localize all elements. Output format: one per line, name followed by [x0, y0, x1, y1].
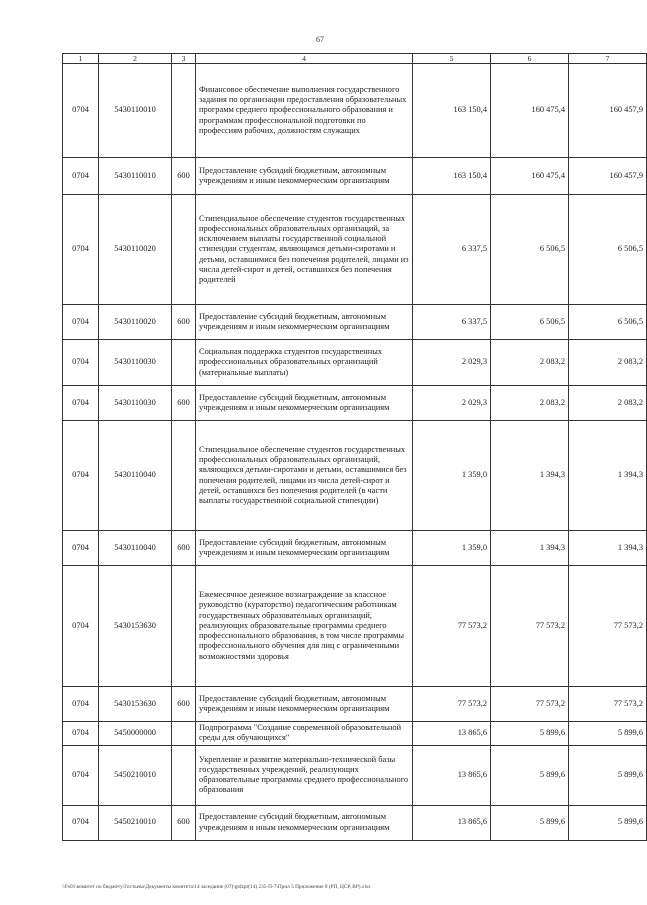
amount-cell-6: 2 083,2 [491, 386, 569, 421]
amount-cell-5: 1 359,0 [413, 421, 491, 531]
table-row [63, 305, 647, 340]
description-cell: Предоставление субсидий бюджетным, автономным учреждениям и иным некоммерческим организациям [196, 305, 413, 340]
budget-table [62, 53, 647, 841]
table-row [63, 195, 647, 305]
expense-type-cell [172, 340, 196, 386]
section-code-cell: 0704 [63, 421, 99, 531]
amount-cell-6: 5 899,6 [491, 805, 569, 840]
section-code-cell: 0704 [63, 305, 99, 340]
expense-type-cell [172, 64, 196, 158]
description-cell: Предоставление субсидий бюджетным, автономным учреждениям и иным некоммерческим организациям [196, 805, 413, 840]
amount-cell-7: 5 899,6 [569, 805, 647, 840]
header-cell: 1 [63, 54, 99, 64]
amount-cell-5: 6 337,5 [413, 305, 491, 340]
description-cell: Предоставление субсидий бюджетным, автономным учреждениям и иным некоммерческим организациям [196, 386, 413, 421]
section-code-cell: 0704 [63, 158, 99, 195]
table-row [63, 687, 647, 722]
target-article-cell: 5430110040 [99, 421, 172, 531]
amount-cell-7: 160 457,9 [569, 64, 647, 158]
section-code-cell: 0704 [63, 64, 99, 158]
table-header-row [63, 54, 647, 64]
amount-cell-6: 160 475,4 [491, 158, 569, 195]
amount-cell-5: 2 029,3 [413, 386, 491, 421]
header-cell: 4 [196, 54, 413, 64]
section-code-cell: 0704 [63, 745, 99, 805]
header-cell: 3 [172, 54, 196, 64]
expense-type-cell [172, 566, 196, 687]
amount-cell-6: 5 899,6 [491, 745, 569, 805]
target-article-cell: 5430110030 [99, 340, 172, 386]
target-article-cell: 5430110020 [99, 195, 172, 305]
description-cell: Предоставление субсидий бюджетным, автономным учреждениям и иным некоммерческим организациям [196, 687, 413, 722]
amount-cell-5: 77 573,2 [413, 566, 491, 687]
amount-cell-6: 1 394,3 [491, 421, 569, 531]
table-row [63, 421, 647, 531]
table-row [63, 158, 647, 195]
target-article-cell: 5430110010 [99, 64, 172, 158]
amount-cell-7: 77 573,2 [569, 687, 647, 722]
amount-cell-5: 6 337,5 [413, 195, 491, 305]
expense-type-cell: 600 [172, 687, 196, 722]
amount-cell-5: 163 150,4 [413, 64, 491, 158]
expense-type-cell [172, 195, 196, 305]
amount-cell-5: 163 150,4 [413, 158, 491, 195]
target-article-cell: 5430110030 [99, 386, 172, 421]
target-article-cell: 5450000000 [99, 722, 172, 746]
section-code-cell: 0704 [63, 195, 99, 305]
table-row [63, 340, 647, 386]
target-article-cell: 5430110020 [99, 305, 172, 340]
table-row [63, 531, 647, 566]
amount-cell-6: 1 394,3 [491, 531, 569, 566]
expense-type-cell [172, 421, 196, 531]
target-article-cell: 5450210010 [99, 745, 172, 805]
amount-cell-6: 77 573,2 [491, 687, 569, 722]
description-cell: Ежемесячное денежное вознаграждение за классное руководство (кураторство) педагогическим работникам государственных образовательных организаций, реализующих образовательные программы среднего профессионального образования, в том числе программы профессионального обучения для лиц с ограниченными возможностями здоровья [196, 566, 413, 687]
description-cell: Подпрограмма "Создание современной образовательной среды для обучающихся" [196, 722, 413, 746]
description-cell: Предоставление субсидий бюджетным, автономным учреждениям и иным некоммерческим организациям [196, 531, 413, 566]
description-cell: Финансовое обеспечение выполнения государственного задания по организации предоставления образовательных программ среднего профессионального образования и программам профессиональной подготовки по профессиям рабочих, должностям служащих [196, 64, 413, 158]
expense-type-cell: 600 [172, 531, 196, 566]
section-code-cell: 0704 [63, 566, 99, 687]
table-row [63, 805, 647, 840]
section-code-cell: 0704 [63, 805, 99, 840]
amount-cell-7: 6 506,5 [569, 305, 647, 340]
table-row [63, 64, 647, 158]
amount-cell-7: 5 899,6 [569, 745, 647, 805]
amount-cell-7: 2 083,2 [569, 340, 647, 386]
expense-type-cell: 600 [172, 805, 196, 840]
target-article-cell: 5430110010 [99, 158, 172, 195]
amount-cell-6: 6 506,5 [491, 195, 569, 305]
description-cell: Предоставление субсидий бюджетным, автономным учреждениям и иным некоммерческим организациям [196, 158, 413, 195]
section-code-cell: 0704 [63, 531, 99, 566]
expense-type-cell: 600 [172, 158, 196, 195]
table-row [63, 745, 647, 805]
page-number: 67 [316, 35, 324, 44]
amount-cell-7: 2 083,2 [569, 386, 647, 421]
amount-cell-5: 13 865,6 [413, 805, 491, 840]
amount-cell-7: 160 457,9 [569, 158, 647, 195]
amount-cell-7: 1 394,3 [569, 421, 647, 531]
expense-type-cell [172, 745, 196, 805]
target-article-cell: 5450210010 [99, 805, 172, 840]
target-article-cell: 5430153630 [99, 566, 172, 687]
section-code-cell: 0704 [63, 386, 99, 421]
table-row [63, 386, 647, 421]
amount-cell-7: 5 899,6 [569, 722, 647, 746]
amount-cell-6: 160 475,4 [491, 64, 569, 158]
header-cell: 6 [491, 54, 569, 64]
target-article-cell: 5430153630 [99, 687, 172, 722]
table-row [63, 566, 647, 687]
description-cell: Стипендиальное обеспечение студентов государственных профессиональных образовательных организаций, являющихся детьми-сиротами и детьми, оставшимися без попечения родителей, лицами из числа детей-сирот и детей, оставшихся без попечения родителей (в части выплаты государственной социальной стипендии) [196, 421, 413, 531]
amount-cell-7: 77 573,2 [569, 566, 647, 687]
section-code-cell: 0704 [63, 687, 99, 722]
amount-cell-5: 2 029,3 [413, 340, 491, 386]
table-row [63, 722, 647, 746]
amount-cell-5: 77 573,2 [413, 687, 491, 722]
expense-type-cell [172, 722, 196, 746]
header-cell: 5 [413, 54, 491, 64]
expense-type-cell: 600 [172, 386, 196, 421]
file-path-footer: \\Fs01\комитет по бюджету\Гостьева\Документы комитета\14 заседание (07)\gtdzpr(14) 235-П-7\Прил 5 Приложение 8 (РП, ЦСР, ВР).xlsx [62, 884, 371, 890]
expense-type-cell: 600 [172, 305, 196, 340]
section-code-cell: 0704 [63, 722, 99, 746]
section-code-cell: 0704 [63, 340, 99, 386]
amount-cell-7: 1 394,3 [569, 531, 647, 566]
header-cell: 2 [99, 54, 172, 64]
amount-cell-7: 6 506,5 [569, 195, 647, 305]
amount-cell-6: 6 506,5 [491, 305, 569, 340]
header-cell: 7 [569, 54, 647, 64]
amount-cell-5: 13 865,6 [413, 722, 491, 746]
amount-cell-6: 5 899,6 [491, 722, 569, 746]
amount-cell-5: 1 359,0 [413, 531, 491, 566]
amount-cell-5: 13 865,6 [413, 745, 491, 805]
description-cell: Социальная поддержка студентов государственных профессиональных образовательных организаций (материальные выплаты) [196, 340, 413, 386]
amount-cell-6: 2 083,2 [491, 340, 569, 386]
description-cell: Стипендиальное обеспечение студентов государственных профессиональных образовательных организаций, за исключением выплаты государственной социальной стипендии студентам, являющимся детьми-сиротами и детьми, оставшимися без попечения родителей, лицами из числа детей-сирот и детей, оставшихся без попечения родителей [196, 195, 413, 305]
amount-cell-6: 77 573,2 [491, 566, 569, 687]
description-cell: Укрепление и развитие материально-технической базы государственных учреждений, реализующих образовательные программы среднего профессионального образования [196, 745, 413, 805]
target-article-cell: 5430110040 [99, 531, 172, 566]
